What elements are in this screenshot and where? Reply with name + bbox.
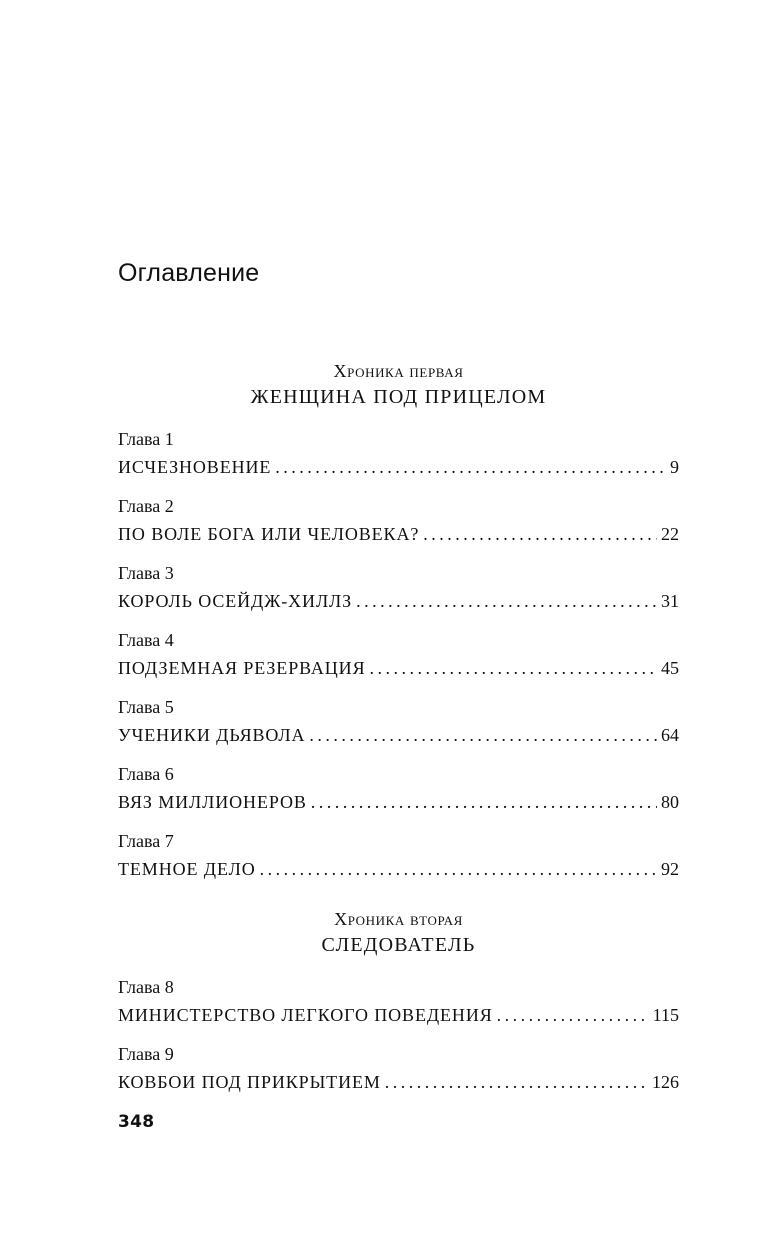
chapter-line — [118, 657, 679, 679]
chapter-number: Глава 2 — [118, 496, 174, 516]
chapter-title: ПО ВОЛЕ БОГА ИЛИ ЧЕЛОВЕКА? — [118, 524, 420, 544]
dot-leader — [385, 1071, 648, 1093]
toc-entry[interactable] — [118, 428, 679, 478]
toc-entry[interactable] — [118, 763, 679, 813]
dot-leader — [260, 858, 657, 880]
toc-entry[interactable] — [118, 562, 679, 612]
part-label: Хроника вторая — [334, 909, 463, 929]
book-page — [118, 0, 679, 1241]
toc-entry[interactable] — [118, 1043, 679, 1093]
chapter-title: ИСЧЕЗНОВЕНИЕ — [118, 457, 272, 477]
dot-leader — [275, 456, 666, 478]
chapter-number: Глава 5 — [118, 697, 174, 717]
toc-entry[interactable] — [118, 830, 679, 880]
toc-entry[interactable] — [118, 629, 679, 679]
chapter-title: КОВБОИ ПОД ПРИКРЫТИЕМ — [118, 1072, 381, 1092]
chapter-page: 22 — [661, 524, 679, 544]
chapter-page: 9 — [670, 457, 679, 477]
chapter-line — [118, 1071, 679, 1093]
chapter-number: Глава 8 — [118, 977, 174, 997]
chapter-line — [118, 1004, 679, 1026]
dot-leader — [356, 590, 657, 612]
chapter-title: МИНИСТЕРСТВО ЛЕГКОГО ПОВЕДЕНИЯ — [118, 1005, 493, 1025]
chapter-title: ТЕМНОЕ ДЕЛО — [118, 859, 256, 879]
toc-entry[interactable] — [118, 495, 679, 545]
chapter-title: КОРОЛЬ ОСЕЙДЖ-ХИЛЛЗ — [118, 591, 353, 611]
chapter-page: 126 — [652, 1072, 679, 1092]
page-number: 348 — [118, 1112, 155, 1132]
chapter-page: 92 — [661, 859, 679, 879]
chapter-line — [118, 724, 679, 746]
chapter-title: ВЯЗ МИЛЛИОНЕРОВ — [118, 792, 307, 812]
chapter-page: 31 — [661, 591, 679, 611]
chapter-line — [118, 590, 679, 612]
chapter-number: Глава 4 — [118, 630, 174, 650]
toc-heading: Оглавление — [118, 259, 260, 287]
dot-leader — [309, 724, 657, 746]
toc-entry[interactable] — [118, 696, 679, 746]
chapter-title: ПОДЗЕМНАЯ РЕЗЕРВАЦИЯ — [118, 658, 366, 678]
part-title: ЖЕНЩИНА ПОД ПРИЦЕЛОМ — [250, 386, 547, 408]
chapter-number: Глава 3 — [118, 563, 174, 583]
dot-leader — [423, 523, 657, 545]
chapter-page: 45 — [661, 658, 679, 678]
chapter-page: 80 — [661, 792, 679, 812]
chapter-line — [118, 858, 679, 880]
chapter-title: УЧЕНИКИ ДЬЯВОЛА — [118, 725, 306, 745]
chapter-line — [118, 791, 679, 813]
chapter-number: Глава 1 — [118, 429, 174, 449]
dot-leader — [369, 657, 657, 679]
dot-leader — [311, 791, 657, 813]
chapter-number: Глава 9 — [118, 1044, 174, 1064]
part-title: СЛЕДОВАТЕЛЬ — [321, 934, 476, 956]
toc-entry[interactable] — [118, 976, 679, 1026]
part-header — [118, 360, 679, 410]
chapter-line — [118, 523, 679, 545]
part-header — [118, 908, 679, 958]
chapter-page: 115 — [652, 1005, 679, 1025]
chapter-number: Глава 6 — [118, 764, 174, 784]
dot-leader — [497, 1004, 649, 1026]
part-label: Хроника первая — [333, 361, 464, 381]
chapter-page: 64 — [661, 725, 679, 745]
chapter-number: Глава 7 — [118, 831, 174, 851]
chapter-line — [118, 456, 679, 478]
